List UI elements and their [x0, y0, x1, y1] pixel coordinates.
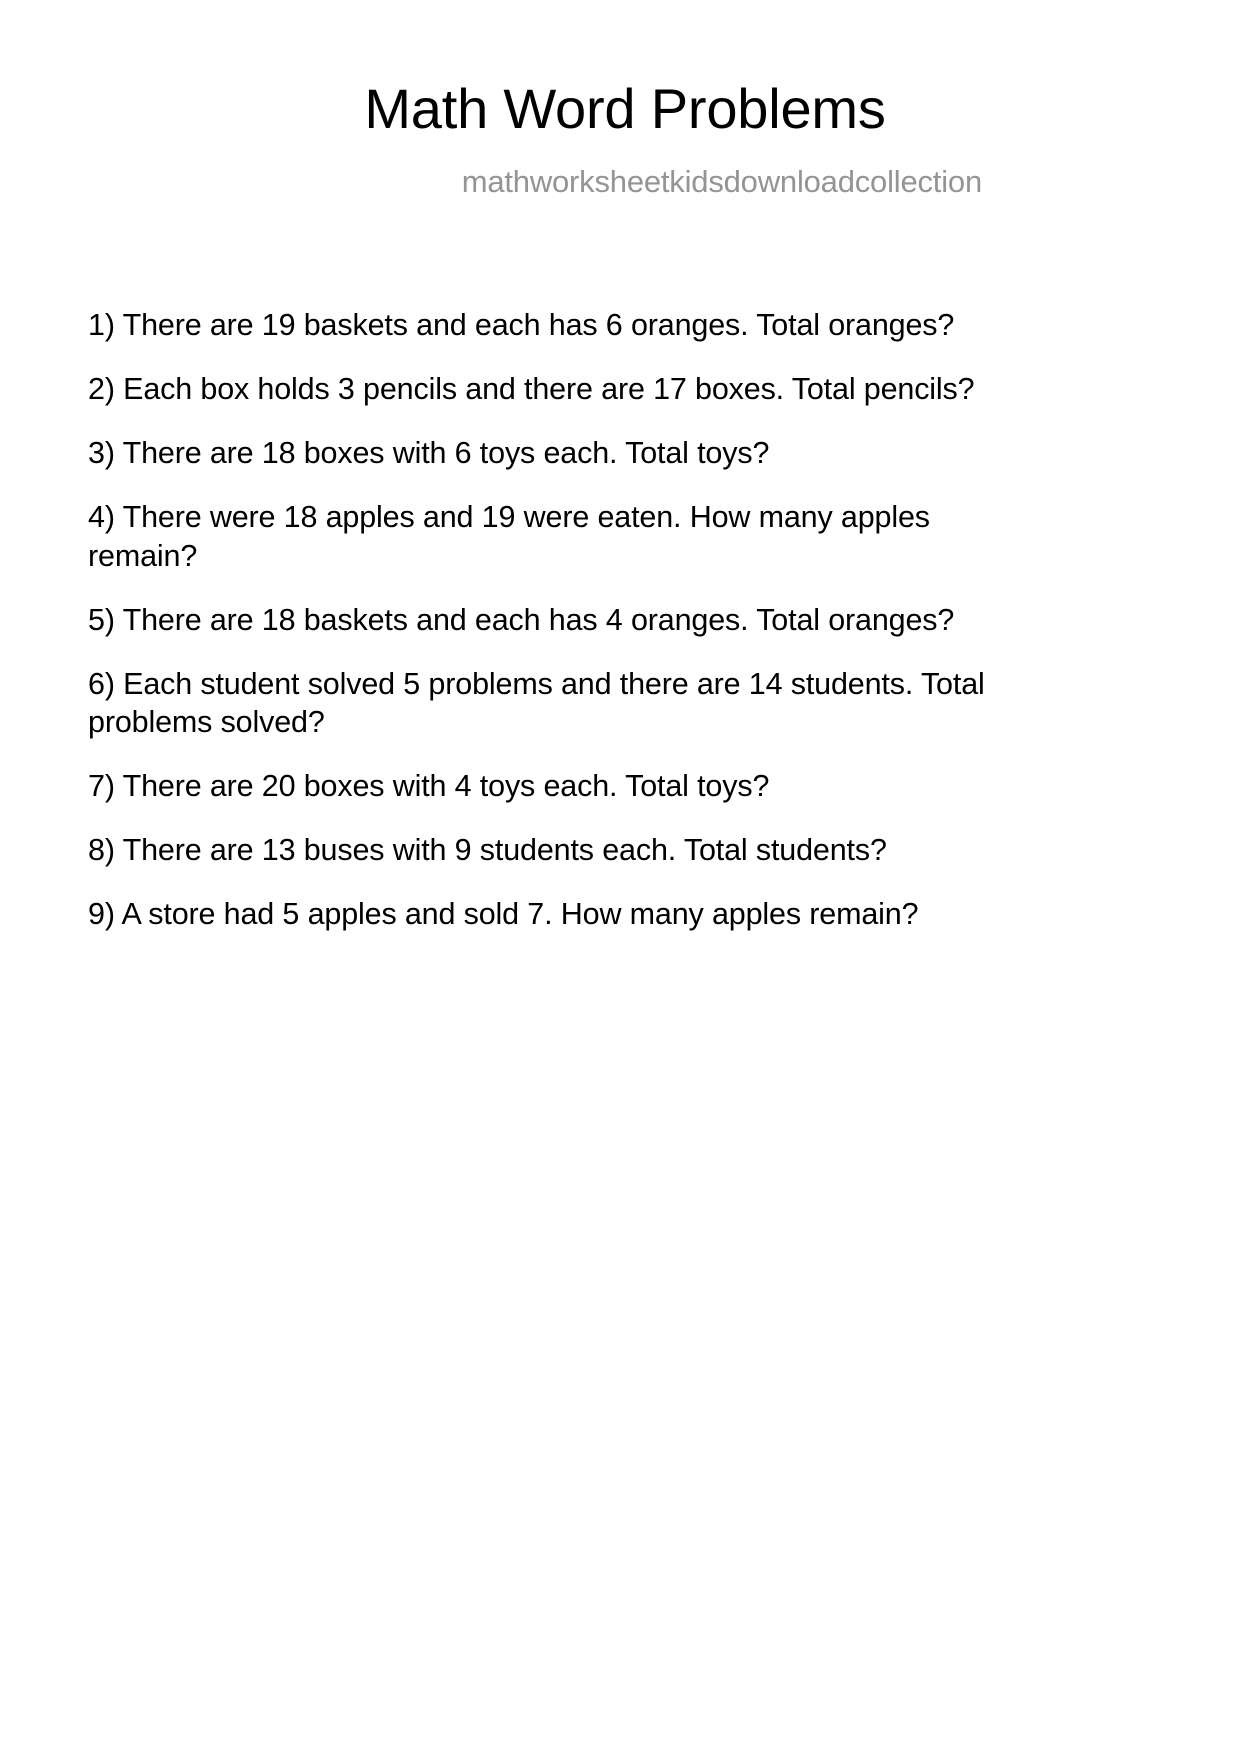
worksheet-header [0, 0, 1240, 199]
list-item: 4) There were 18 apples and 19 were eaten. How many apples remain? [88, 500, 930, 573]
list-item: 7) There are 20 boxes with 4 toys each. Total toys? [88, 769, 770, 803]
list-item: 6) Each student solved 5 problems and there are 14 students. Total problems solved? [88, 666, 985, 739]
list-item: 3) There are 18 boxes with 6 toys each. Total toys? [88, 436, 770, 471]
list-item: 1) There are 19 baskets and each has 6 oranges. Total oranges? [88, 308, 955, 342]
page-subtitle: mathworksheetkidsdownloadcollection [461, 163, 982, 199]
list-item: 5) There are 18 baskets and each has 4 oranges. Total oranges? [88, 602, 955, 637]
list-item: 8) There are 13 buses with 9 students each. Total students? [88, 833, 887, 868]
list-item: 9) A store had 5 apples and sold 7. How many apples remain? [88, 897, 919, 932]
problem-list [88, 306, 1028, 933]
list-item: 2) Each box holds 3 pencils and there are 17 boxes. Total pencils? [88, 372, 975, 407]
page-title: Math Word Problems [364, 77, 886, 140]
